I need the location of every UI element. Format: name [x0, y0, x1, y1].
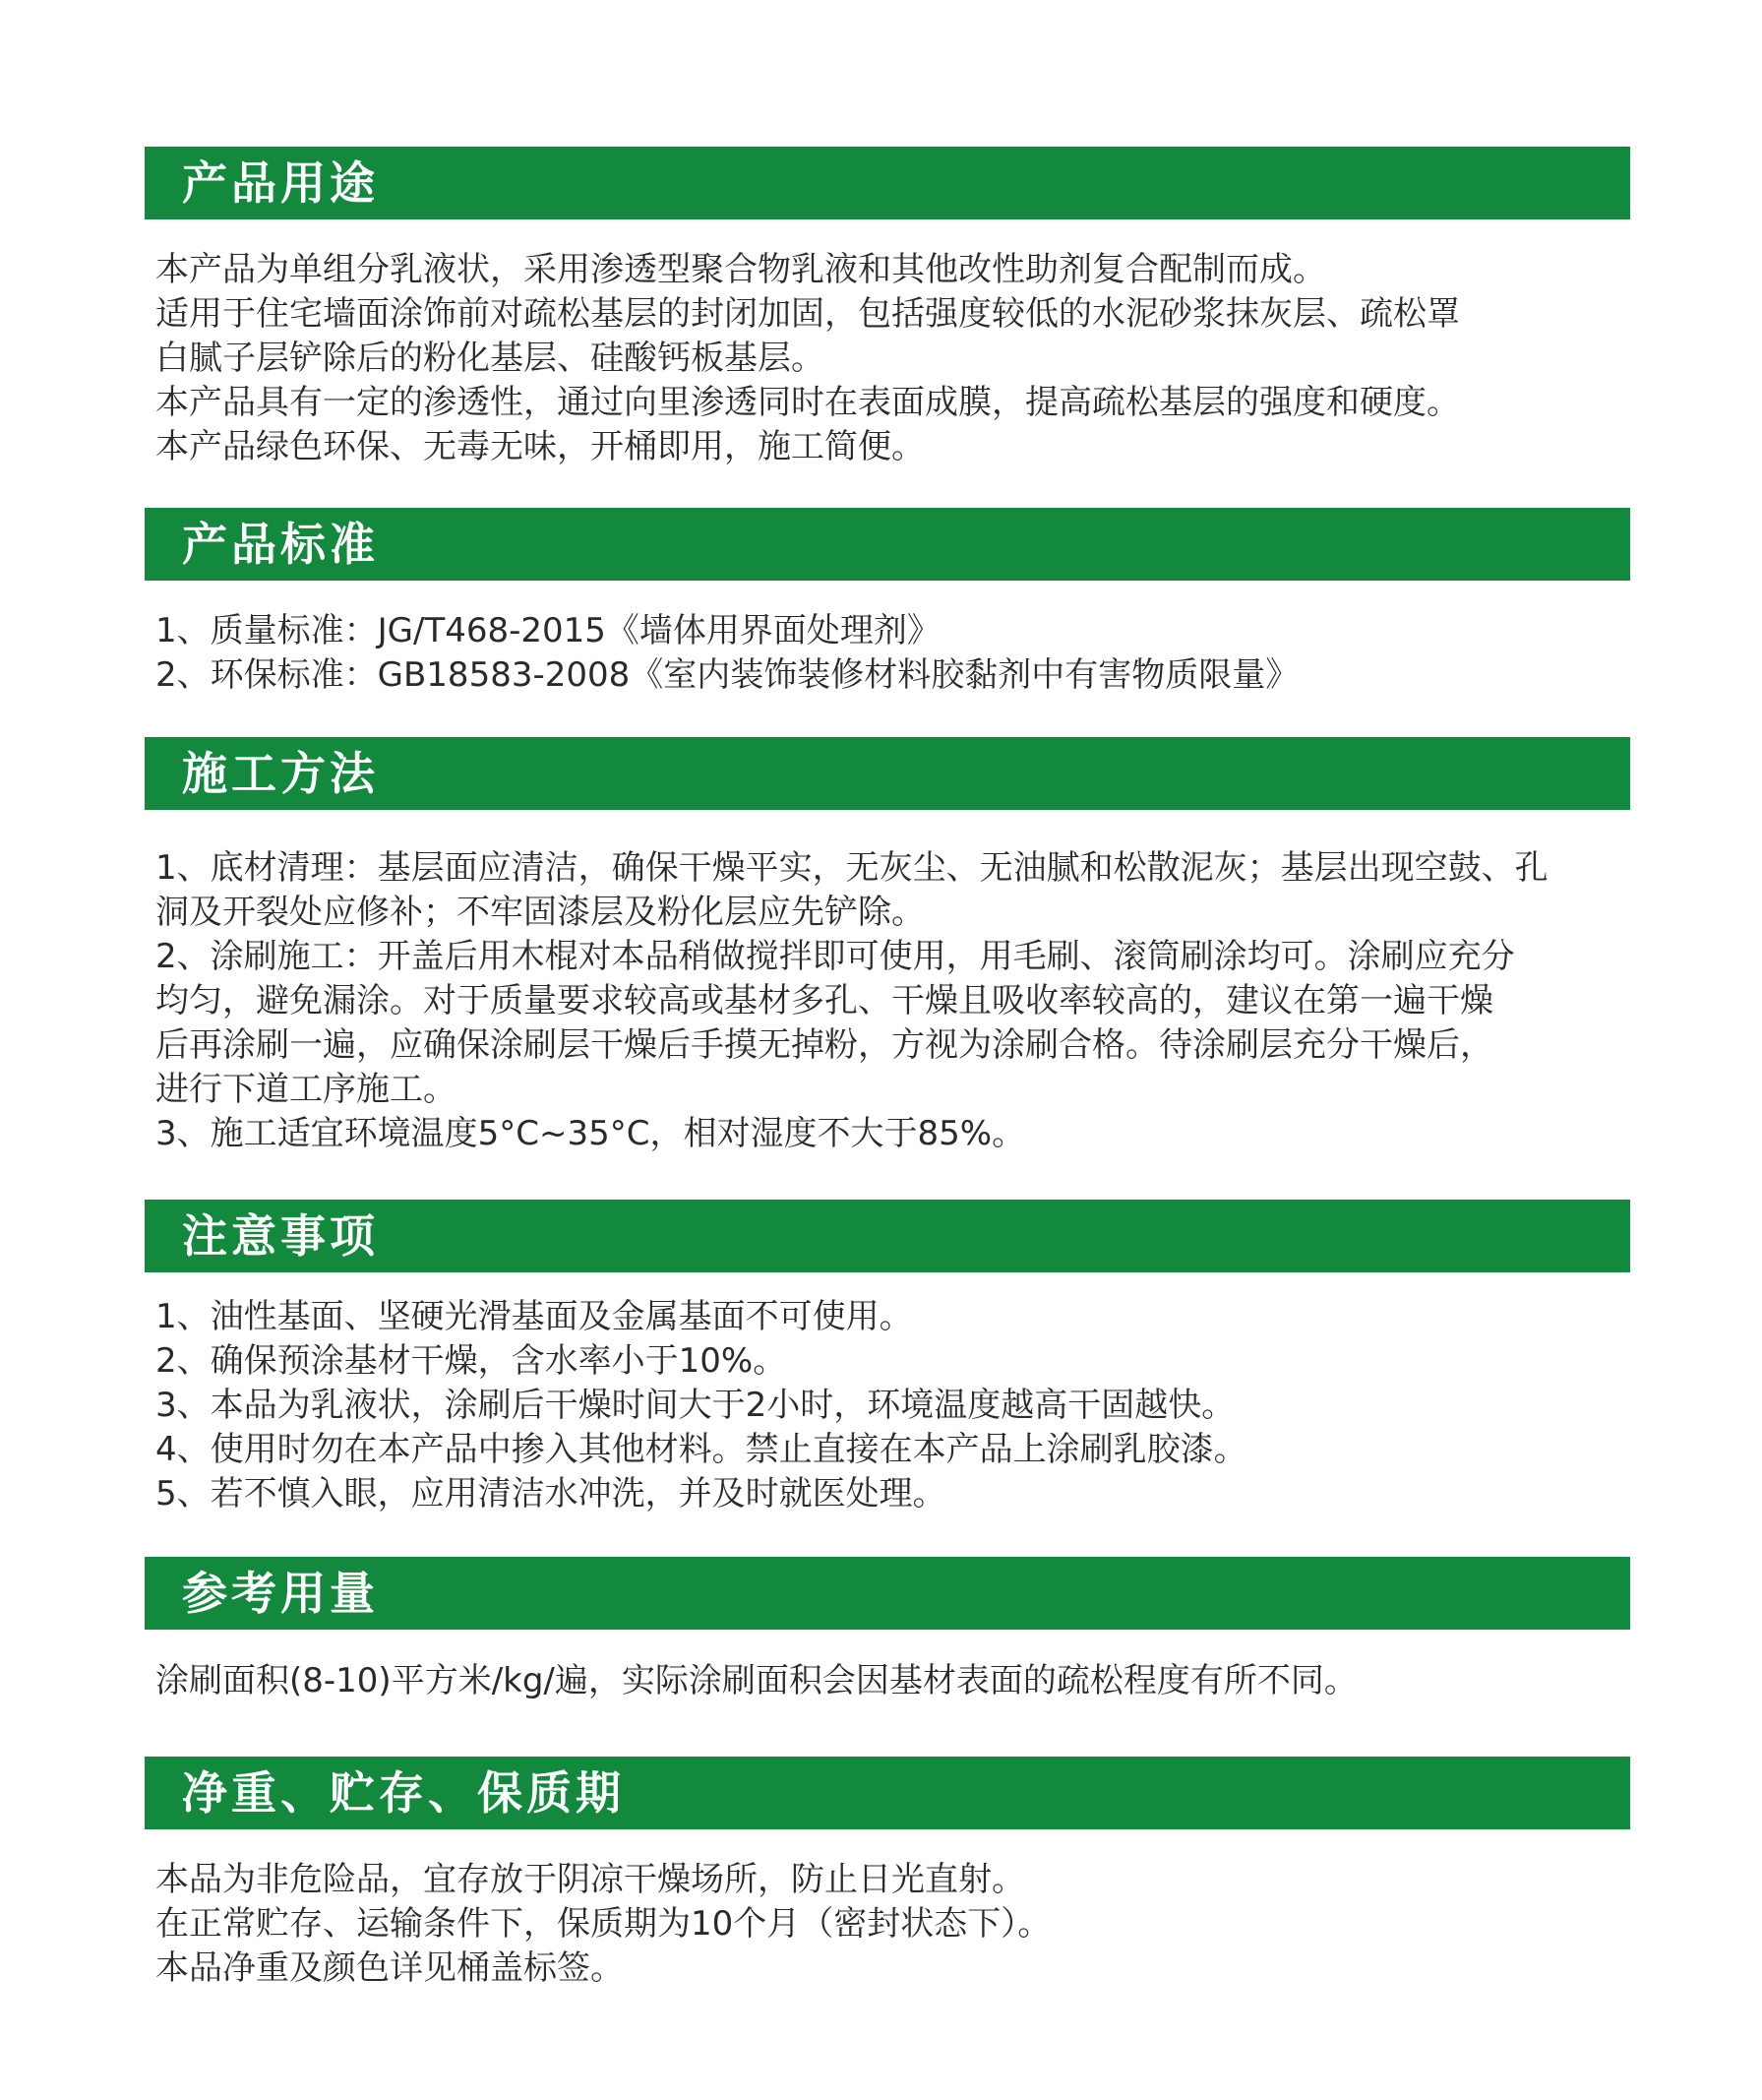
body-line: 均匀，避免漏涂。对于质量要求较高或基材多孔、干燥且吸收率较高的，建议在第一遍干燥 — [155, 981, 1493, 1020]
section-header-storage — [145, 1757, 1630, 1829]
section-header-standards — [145, 508, 1630, 581]
body-line: 1、质量标准：JG/T468-2015《墙体用界面处理剂》 — [155, 611, 941, 650]
body-line: 3、本品为乳液状，涂刷后干燥时间大于2小时，环境温度越高干固越快。 — [155, 1386, 1236, 1425]
body-line: 后再涂刷一遍，应确保涂刷层干燥后手摸无掉粉，方视为涂刷合格。待涂刷层充分干燥后， — [155, 1025, 1493, 1065]
section-body-application — [155, 846, 1631, 1156]
section-header-application — [145, 737, 1630, 810]
body-line: 本品为非危险品，宜存放于阴凉干燥场所，防止日光直射。 — [155, 1860, 1025, 1899]
body-line: 1、底材清理：基层面应清洁，确保干燥平实，无灰尘、无油腻和松散泥灰；基层出现空鼓、孔 — [155, 848, 1549, 888]
section-body-precautions — [155, 1295, 1631, 1516]
body-line: 1、油性基面、坚硬光滑基面及金属基面不可使用。 — [155, 1297, 913, 1336]
section-header-usage — [145, 147, 1630, 219]
section-body-usage — [155, 248, 1631, 469]
body-line: 白腻子层铲除后的粉化基层、硅酸钙板基层。 — [155, 339, 824, 378]
body-line: 进行下道工序施工。 — [155, 1070, 456, 1109]
section-title: 产品标准 — [182, 518, 379, 571]
body-line: 涂刷面积(8-10)平方米/kg/遍，实际涂刷面积会因基材表面的疏松程度有所不同。 — [155, 1661, 1358, 1700]
body-line: 在正常贮存、运输条件下，保质期为10个月（密封状态下）。 — [155, 1904, 1052, 1944]
body-line: 4、使用时勿在本产品中掺入其他材料。禁止直接在本产品上涂刷乳胶漆。 — [155, 1430, 1247, 1469]
section-title: 参考用量 — [182, 1567, 379, 1620]
body-line: 2、确保预涂基材干燥，含水率小于10%。 — [155, 1341, 787, 1381]
section-header-precautions — [145, 1200, 1630, 1272]
body-line: 本产品具有一定的渗透性，通过向里渗透同时在表面成膜，提高疏松基层的强度和硬度。 — [155, 383, 1460, 422]
body-line: 2、涂刷施工：开盖后用木棍对本品稍做搅拌即可使用，用毛刷、滚筒刷涂均可。涂刷应充分 — [155, 937, 1515, 976]
body-line: 5、若不慎入眼，应用清洁水冲洗，并及时就医处理。 — [155, 1474, 946, 1513]
section-title: 产品用途 — [182, 156, 379, 210]
section-body-dosage — [155, 1659, 1631, 1703]
body-line: 3、施工适宜环境温度5°C~35°C，相对湿度不大于85%。 — [155, 1114, 1026, 1153]
body-line: 2、环保标准：GB18583-2008《室内装饰装修材料胶黏剂中有害物质限量》 — [155, 655, 1300, 695]
section-header-dosage — [145, 1557, 1630, 1630]
body-line: 洞及开裂处应修补；不牢固漆层及粉化层应先铲除。 — [155, 893, 925, 932]
body-line: 适用于住宅墙面涂饰前对疏松基层的封闭加固，包括强度较低的水泥砂浆抹灰层、疏松罩 — [155, 294, 1460, 334]
section-body-standards — [155, 609, 1631, 698]
section-title: 注意事项 — [182, 1209, 379, 1263]
section-body-storage — [155, 1858, 1631, 1991]
body-line: 本品净重及颜色详见桶盖标签。 — [155, 1948, 624, 1988]
body-line: 本产品为单组分乳液状，采用渗透型聚合物乳液和其他改性助剂复合配制而成。 — [155, 250, 1326, 289]
section-title: 净重、贮存、保质期 — [182, 1766, 625, 1820]
body-line: 本产品绿色环保、无毒无味，开桶即用，施工简便。 — [155, 427, 925, 466]
section-title: 施工方法 — [182, 747, 379, 800]
